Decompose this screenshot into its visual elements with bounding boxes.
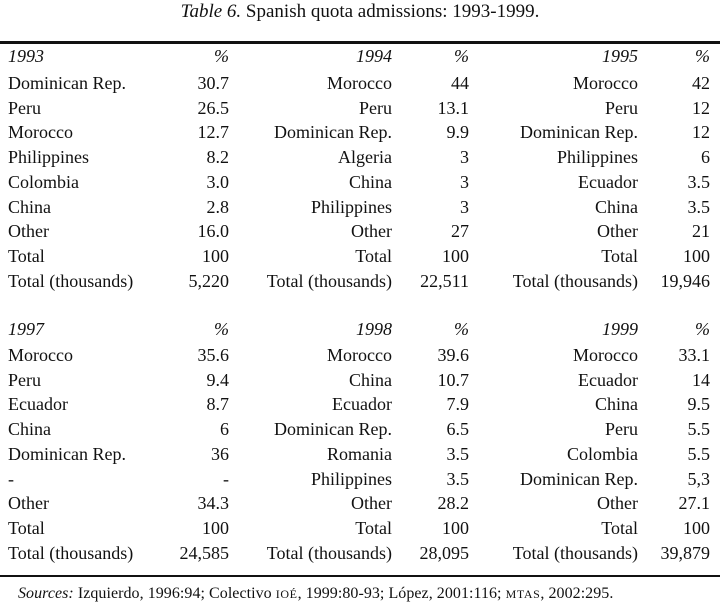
table-title: Spanish quota admissions: 1993-1999. [245,1,540,22]
country-name: Total [601,517,638,538]
country-name: Other [597,221,638,242]
country-name: China [349,369,392,390]
country-name: China [8,196,51,217]
sources-mtas: MTAS [505,587,541,601]
country-name: China [595,394,638,415]
country-name: Ecuador [578,369,638,390]
country-name: Morocco [8,122,73,143]
table-caption [0,1,720,23]
percent-value: 14 [692,369,710,390]
country-name: Morocco [573,73,638,93]
percent-value: 42 [692,73,710,93]
country-name: Other [597,493,638,514]
percent-value: 5,3 [687,468,710,489]
percent-value: 19,946 [660,270,710,291]
percent-value: 6 [701,147,710,168]
country-name: Peru [8,97,41,118]
country-name: Ecuador [332,394,392,415]
bottom-rule [0,575,720,577]
country-name: Other [8,221,49,242]
country-name: Dominican Rep. [8,443,126,464]
country-name: Other [351,493,392,514]
percent-value: 39.6 [437,345,469,365]
country-name: Algeria [338,147,392,168]
sources-label: Sources: [18,585,74,602]
percent-header: % [214,319,229,339]
country-name: Total (thousands) [8,270,134,291]
country-name: Philippines [556,147,638,168]
country-name: Ecuador [578,171,638,192]
percent-value: 100 [202,245,229,266]
percent-header: % [695,46,710,66]
percent-value: 100 [683,245,710,266]
country-name: Dominican Rep. [520,122,638,143]
percent-value: 10.7 [437,369,469,390]
percent-value: 27.1 [678,493,710,514]
country-name: Total [601,245,638,266]
percent-value: 36 [211,443,229,464]
percent-value: 33.1 [678,345,710,365]
country-name: Peru [605,419,638,440]
country-name: - [8,468,14,489]
country-name: Dominican Rep. [274,419,392,440]
percent-value: 35.6 [197,345,229,365]
percent-value: 28.2 [437,493,469,514]
country-name: Peru [605,97,638,118]
percent-header: % [454,46,469,66]
year-header: 1993 [8,46,44,66]
percent-value: 9.4 [206,369,229,390]
percent-header: % [454,319,469,339]
country-name: Total (thousands) [512,270,638,291]
country-name: Ecuador [8,394,68,415]
percent-value: 5.5 [687,443,710,464]
percent-header: % [695,319,710,339]
country-name: China [349,171,392,192]
table-label: Table 6. [180,1,242,22]
percent-value: 100 [683,517,710,538]
country-name: Morocco [573,345,638,365]
percent-value: 3.5 [446,468,469,489]
percent-value: 12 [692,122,710,143]
country-name: Philippines [310,196,392,217]
percent-value: 22,511 [420,270,469,291]
country-name: Total [355,517,392,538]
percent-value: 100 [442,245,469,266]
percent-value: 28,095 [419,542,469,563]
percent-header: % [214,46,229,66]
percent-value: 12 [692,97,710,118]
percent-value: 12.7 [197,122,229,143]
percent-value: 5.5 [687,419,710,440]
percent-value: 9.9 [446,122,469,143]
country-name: Total (thousands) [512,542,638,563]
country-name: Total [8,517,45,538]
percent-value: 3.0 [206,171,229,192]
sources-ioe: IOÉ [275,587,298,601]
country-name: Other [351,221,392,242]
country-name: Other [8,493,49,514]
percent-value: 3.5 [687,196,710,217]
country-name: Philippines [310,468,392,489]
country-name: Philippines [8,147,90,168]
percent-value: 6.5 [446,419,469,440]
percent-value: 3 [460,171,469,192]
sources-text-3: , 2002:295. [540,585,614,602]
percent-value: 9.5 [687,394,710,415]
country-name: Peru [359,97,392,118]
country-name: Colombia [8,171,79,192]
country-name: Romania [327,443,392,464]
country-name: Total [8,245,45,266]
percent-value: 21 [692,221,710,242]
year-header: 1998 [356,319,392,339]
percent-value: 8.7 [206,394,229,415]
country-name: Morocco [327,73,392,93]
percent-value: 16.0 [197,221,229,242]
country-name: Total (thousands) [266,270,392,291]
country-name: Total (thousands) [266,542,392,563]
sources-note [18,584,613,604]
percent-value: 13.1 [437,97,469,118]
sources-text-1: Izquierdo, 1996:94; Colectivo [73,585,276,602]
country-name: China [8,419,51,440]
country-name: Peru [8,369,41,390]
country-name: Morocco [327,345,392,365]
percent-value: 5,220 [188,270,229,291]
country-name: Total (thousands) [8,542,134,563]
country-name: Dominican Rep. [520,468,638,489]
year-header: 1995 [602,46,638,66]
percent-value: 100 [202,517,229,538]
country-name: China [595,196,638,217]
percent-value: 30.7 [197,73,229,93]
percent-value: 3 [460,196,469,217]
percent-value: 3 [460,147,469,168]
year-header: 1994 [356,46,392,66]
year-header: 1997 [8,319,44,339]
percent-value: 44 [451,73,469,93]
percent-value: 7.9 [446,394,469,415]
year-header: 1999 [602,319,638,339]
country-name: Dominican Rep. [8,73,126,93]
percent-value: 24,585 [179,542,229,563]
percent-value: 34.3 [197,493,229,514]
percent-value: 100 [442,517,469,538]
percent-value: 27 [451,221,469,242]
country-name: Dominican Rep. [274,122,392,143]
percent-value: 26.5 [197,97,229,118]
percent-value: 6 [220,419,229,440]
country-name: Morocco [8,345,73,365]
country-name: Total [355,245,392,266]
percent-value: 2.8 [206,196,229,217]
percent-value: 3.5 [446,443,469,464]
percent-value: 8.2 [206,147,229,168]
sources-text-2: , 1999:80-93; López, 2001:116; [297,585,506,602]
percent-value: 39,879 [660,542,710,563]
country-name: Colombia [567,443,638,464]
percent-value: 3.5 [687,171,710,192]
percent-value: - [223,468,229,489]
